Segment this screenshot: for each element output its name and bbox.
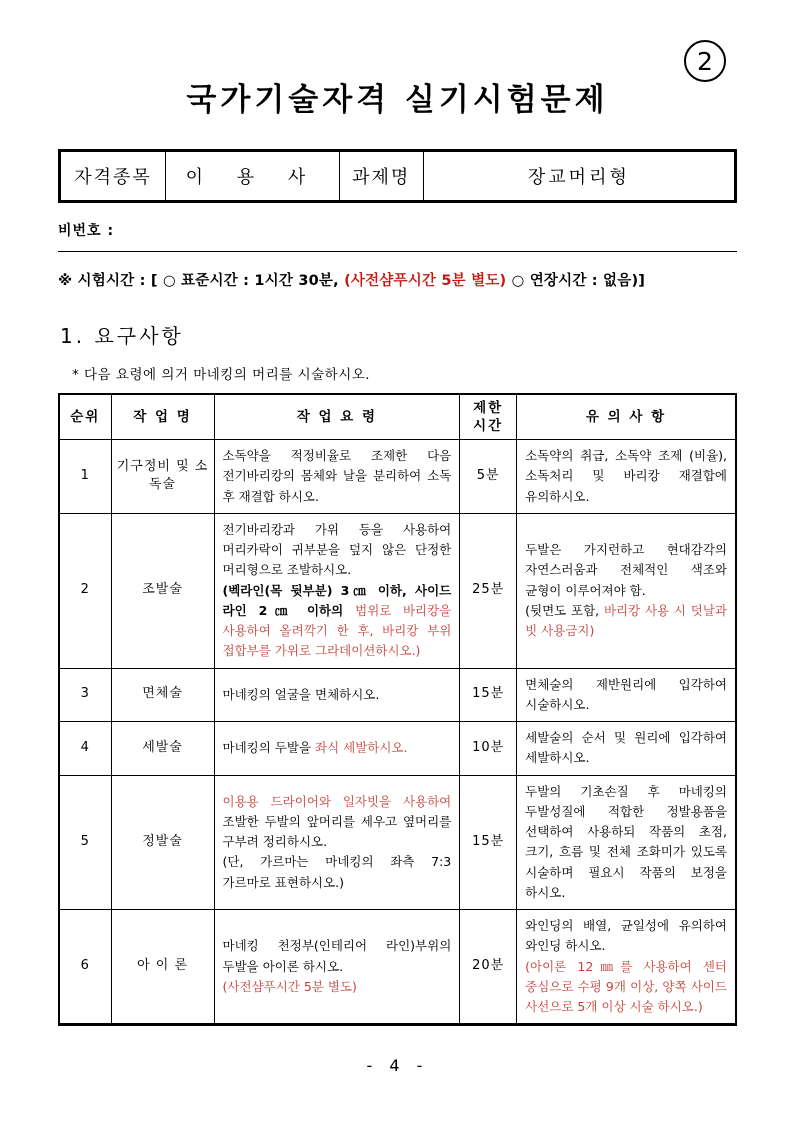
- cell-time-limit: 10분: [460, 722, 517, 776]
- cell-time-limit: 25분: [460, 513, 517, 668]
- text-segment-red: (사전샴푸시간 5분 별도): [222, 978, 357, 994]
- cell-caution: [517, 722, 736, 776]
- task-table-rows: [59, 440, 736, 1025]
- qualification-info-table: [58, 149, 737, 203]
- text-segment-normal: 와인딩의 배열, 균일성에 유의하여 와인딩 하시오.: [525, 918, 727, 954]
- cell-method: [214, 668, 460, 722]
- text-segment-normal: 마네킹의 얼굴을 면체하시오.: [222, 686, 380, 702]
- exam-time-suffix: ○ 연장시간 : 없음)]: [506, 273, 646, 289]
- exam-time-red-note: (사전샴푸시간 5분 별도): [344, 273, 507, 289]
- qualification-label: 자격종목: [60, 151, 166, 202]
- header-task-name: 작 업 명: [111, 394, 214, 440]
- cell-method: [214, 775, 460, 910]
- header-rank: 순위: [59, 394, 111, 440]
- cell-rank: 5: [59, 775, 111, 910]
- cell-caution: [517, 513, 736, 668]
- text-segment-normal: 두발은 가지런하고 현대감각의 자연스러움과 전체적인 색조와 균형이 이루어져야 함.: [525, 542, 727, 598]
- cell-task-name: 기구정비 및 소독술: [111, 440, 214, 514]
- text-segment-normal: (뒷면도 포함,: [525, 602, 604, 618]
- header-method: 작 업 요 령: [214, 394, 460, 440]
- page-circle-marker: [684, 40, 726, 82]
- cell-rank: 6: [59, 910, 111, 1025]
- text-segment-normal: 세발술의 순서 및 원리에 입각하여 세발하시오.: [525, 730, 727, 766]
- table-header-row: [59, 394, 736, 440]
- text-segment-red: 범위로 바리캉을 사용하여 올려깍기 한 후, 바리캉 부위 접합부를 가위로 그라데이션하시오.): [222, 602, 452, 659]
- text-segment-red: 바리캉 사용 시 덧날과 빗 사용금지): [525, 602, 727, 638]
- document-title: 국가기술자격 실기시험문제: [186, 82, 609, 118]
- cell-method: [214, 440, 460, 514]
- cell-rank: 1: [59, 440, 111, 514]
- text-segment-normal: 마네킹 천정부(인테리어 라인)부위의 두발을 아이론 하시오.: [222, 938, 452, 974]
- text-segment-normal: 면체술의 제반원리에 입각하여 시술하시오.: [525, 676, 727, 712]
- info-table-row: [60, 151, 736, 202]
- page-number: - 4 -: [366, 1056, 429, 1076]
- horizontal-divider: [58, 251, 737, 252]
- page-circle-number: 2: [697, 46, 713, 76]
- text-segment-red: 좌식 세발하시오.: [315, 740, 408, 756]
- cell-time-limit: 15분: [460, 775, 517, 910]
- cell-method: [214, 513, 460, 668]
- secret-number-label: 비번호 :: [58, 223, 115, 239]
- cell-rank: 4: [59, 722, 111, 776]
- header-time-limit: [460, 394, 517, 440]
- table-row: [59, 775, 736, 910]
- table-row: [59, 910, 736, 1025]
- text-segment-normal: 두발의 기초손질 후 마네킹의 두발성질에 적합한 정발용품을 선택하여 사용하되 작품의 초점, 크기, 흐름 및 전체 조화미가 있도록 시술하며 필요시 작품의 보정을 하시오.: [525, 783, 727, 900]
- text-segment-red: (아이론 12㎜를 사용하여 센터 중심으로 수평 9개 이상, 양쪽 사이드 사선으로 5개 이상 시술 하시오.): [525, 958, 727, 1014]
- cell-caution: [517, 440, 736, 514]
- requirements-table: [58, 393, 737, 1026]
- cell-task-name: 면체술: [111, 668, 214, 722]
- text-segment-normal: 마네킹의 두발을: [222, 740, 315, 756]
- section-note: * 다음 요령에 의거 마네킹의 머리를 시술하시오.: [72, 367, 371, 383]
- subject-value: 장교머리형: [423, 151, 735, 202]
- table-row: [59, 668, 736, 722]
- header-time-line2: 시간: [473, 418, 504, 434]
- exam-time-line: [58, 269, 737, 290]
- cell-method: [214, 722, 460, 776]
- cell-rank: 2: [59, 513, 111, 668]
- text-segment-normal: 전기바리캉과 가위 등을 사용하여 머리카락이 귀부분을 덮지 않은 단정한 머리형으로 조발하시오.: [222, 521, 452, 578]
- text-segment-normal: (단, 가르마는 마네킹의 좌측 7:3 가르마로 표현하시오.): [222, 854, 452, 890]
- qualification-value: 이 용 사: [166, 151, 340, 202]
- text-segment-normal: 소독약의 취급, 소독약 조제 (비율), 소독처리 및 바리캉 재결합에 유의하시오.: [525, 448, 727, 504]
- header-time-line1: 제한: [473, 399, 504, 416]
- table-row: [59, 440, 736, 514]
- cell-time-limit: 15분: [460, 668, 517, 722]
- text-segment-bold: (벡라인(목 뒷부분) 3㎝ 이하, 사이드 라인 2㎝ 이하의: [222, 582, 452, 618]
- exam-time-prefix: ※ 시험시간 : [ ○ 표준시간 : 1시간 30분,: [58, 273, 345, 289]
- cell-task-name: 세발술: [111, 722, 214, 776]
- text-segment-normal: 소독약을 적정비율로 조제한 다음 전기바리캉의 몸체와 날을 분리하여 소독 후 재결합 하시오.: [222, 448, 452, 504]
- table-row: [59, 513, 736, 668]
- cell-task-name: 정발술: [111, 775, 214, 910]
- cell-caution: [517, 668, 736, 722]
- cell-method: [214, 910, 460, 1025]
- cell-caution: [517, 775, 736, 910]
- text-segment-red: 이용용 드라이어와 일자빗을 사용하여: [222, 793, 452, 809]
- cell-task-name: 조발술: [111, 513, 214, 668]
- cell-task-name: 아 이 론: [111, 910, 214, 1025]
- header-caution: 유 의 사 항: [517, 394, 736, 440]
- cell-caution: [517, 910, 736, 1025]
- table-row: [59, 722, 736, 776]
- section-heading-requirements: 1. 요구사항: [60, 324, 184, 348]
- subject-label: 과제명: [339, 151, 423, 202]
- cell-time-limit: 5분: [460, 440, 517, 514]
- text-segment-normal: 조발한 두발의 앞머리를 세우고 옆머리를 구부려 정리하시오.: [222, 813, 452, 850]
- cell-rank: 3: [59, 668, 111, 722]
- cell-time-limit: 20분: [460, 910, 517, 1025]
